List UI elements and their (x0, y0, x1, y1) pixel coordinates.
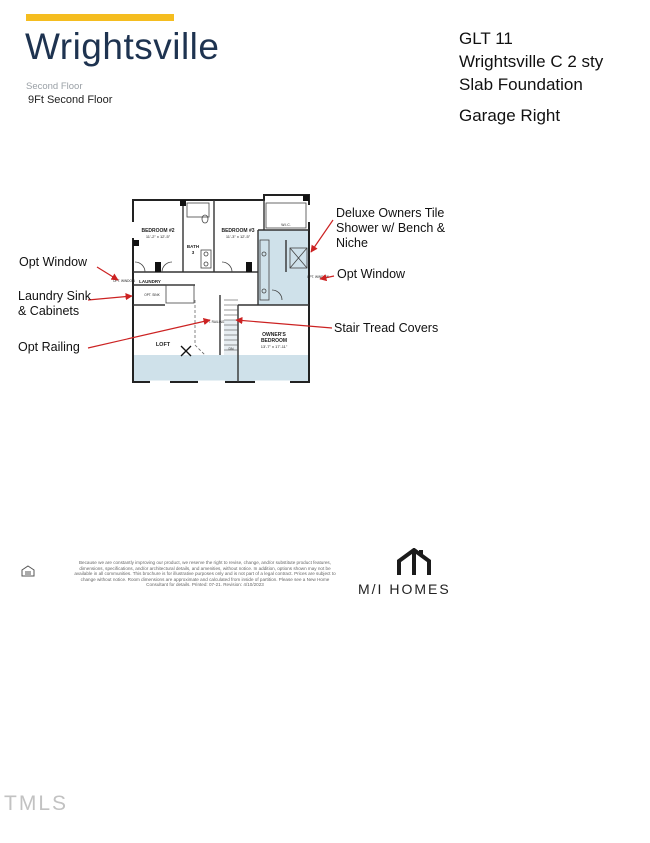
callout-opt-window-left: Opt Window (19, 255, 88, 269)
foundation-label: Slab Foundation (459, 75, 583, 94)
legal-disclaimer: Because we are constantly improving our product, we reserve the right to revise, change, and/or substitute product features, dimensions, specifications, and/or architectural details, and amenities, without notice. In addition, options shown may not be available in all communities. This brochure is for illustrative purposes only and is not part of a legal contract. Prices are subject to change without notice. Room dimensions are approximate and calculated from inside of partition. Please see a New Home Consultant for details. Printed: 07-21. Revision: 4/10/2023 (74, 560, 336, 588)
loft-floor-shade (133, 355, 238, 382)
room-dimension: 11'-3" x 12'-5" (225, 234, 251, 239)
room-label: LAUNDRY (139, 279, 161, 284)
room-dimension: 13'-7" x 17'-11" (260, 344, 288, 349)
room-label: BATH (186, 244, 200, 249)
callout-deluxe-shower (336, 206, 445, 251)
callout-laundry-sink (18, 289, 91, 319)
room-label: BEDROOM (260, 338, 288, 344)
room-label: OWNER'S (262, 332, 286, 338)
tmls-watermark: TMLS (4, 792, 69, 815)
callout-line: & Cabinets (18, 304, 80, 318)
owners-floor-shade (238, 355, 309, 382)
callout-line: Laundry Sink (18, 289, 91, 303)
room-label: W.I.C. (281, 223, 291, 227)
room-dimension: 11'-2" x 12'-5" (145, 234, 171, 239)
owners-bath-shade (258, 230, 309, 305)
equal-housing-icon (21, 565, 35, 577)
plan-note: OPT. WINDOW (307, 275, 329, 279)
plan-note: OPT. RAILING (203, 320, 225, 324)
ceiling-label: 9Ft Second Floor (28, 94, 113, 106)
plan-note: DN (228, 347, 234, 351)
lot-label: GLT 11 (459, 29, 513, 48)
room-label: LOFT (155, 342, 171, 348)
room-label: BEDROOM #3 (221, 228, 255, 234)
callout-opt-window-right: Opt Window (337, 267, 406, 281)
plan-note: OPT. SINK (144, 293, 160, 297)
model-label: Wrightsville C 2 sty (459, 52, 604, 71)
room-label: BEDROOM #2 (141, 228, 175, 234)
floor-label: Second Floor (26, 81, 83, 92)
callout-stair-tread: Stair Tread Covers (334, 321, 439, 335)
garage-label: Garage Right (459, 106, 561, 125)
callout-line: Deluxe Owners Tile (336, 206, 445, 220)
page-title: Wrightsville (25, 26, 220, 67)
callout-line: Niche (336, 236, 368, 250)
ceiling-fan-symbol (181, 346, 191, 356)
callout-line: Shower w/ Bench & (336, 221, 446, 235)
opt-railing-line (195, 300, 205, 355)
room-label: 3 (191, 250, 195, 255)
mi-homes-logo-icon (397, 548, 431, 576)
brand-name: M/I HOMES (358, 581, 451, 597)
callout-opt-railing: Opt Railing (18, 340, 80, 354)
plan-note: OPT. WINDOW (113, 279, 135, 283)
